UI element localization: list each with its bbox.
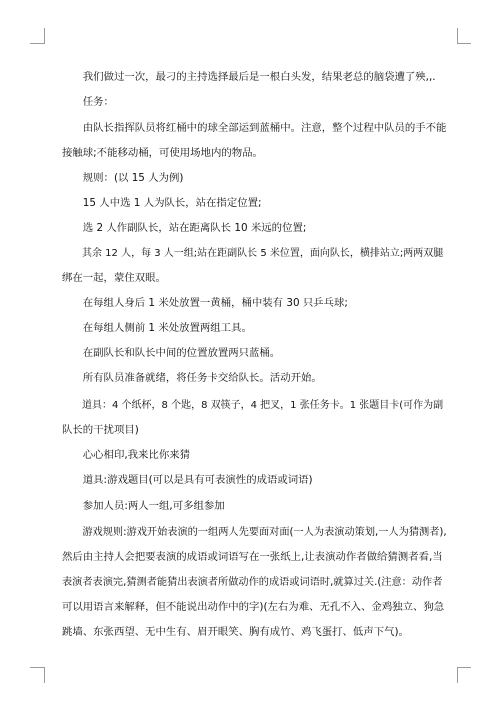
text-line: 在副队长和队长中间的位置放置两只蓝桶。: [62, 347, 281, 359]
text-line: 我们做过一次，最刁的主持选择最后是一根白头发，结果老总的脑袋遭了殃,,.: [62, 71, 436, 83]
paragraph-game-rules: [62, 520, 448, 645]
crop-mark-top-left-v: [44, 28, 45, 44]
text-line: 跳墙、东张西望、无中生有、眉开眼笑、胸有成竹、鸡飞蛋打、低声下气)。: [62, 626, 409, 638]
text-line: 选 2 人作副队长，站在距离队长 10 米远的位置;: [62, 222, 307, 234]
paragraph-game-props: [62, 468, 448, 493]
text-line: 参加人员:两人一组,可多组参加: [62, 500, 225, 512]
text-line: 心心相印,我来比你来猜: [62, 449, 190, 461]
text-line: 队长的干扰项目): [62, 424, 139, 436]
crop-mark-top-left-h: [30, 43, 44, 44]
crop-mark-bottom-left-h: [30, 667, 44, 668]
text-line: 表演者表演完,猜测者能猜出表演者所做动作的成语或词语时,就算过关.(注意：动作者: [62, 577, 443, 588]
text-line: 其余 12 人，每 3 人一组;站在距副队长 5 米位置，面向队长，横排站立;两两双腿: [62, 248, 444, 259]
paragraph-rule-yellow-bucket: [62, 291, 448, 316]
paragraph-rule-groups: [62, 241, 448, 291]
text-line: 规则：(以 15 人为例): [62, 172, 184, 184]
text-line: 然后由主持人会把要表演的成语或词语写在一张纸上,让表演动作者做给猜测者看,当: [62, 551, 443, 563]
paragraph-task-description: [62, 116, 448, 166]
text-line: 道具:游戏题目(可以是具有可表演性的成语或词语): [62, 474, 313, 486]
text-line: 绑在一起，蒙住双眼。: [62, 272, 166, 284]
paragraph-rule-tools: [62, 316, 448, 341]
crop-mark-bottom-right-h: [457, 667, 471, 668]
crop-mark-bottom-left-v: [44, 667, 45, 683]
paragraph-rule-vice-captains: [62, 216, 448, 241]
paragraph-intro: [62, 65, 448, 90]
crop-mark-top-right-h: [457, 43, 471, 44]
paragraph-rule-start: [62, 366, 448, 391]
text-line: 在每组人身后 1 米处放置一黄桶，桶中装有 30 只乒乓球;: [62, 297, 348, 309]
crop-mark-bottom-right-v: [457, 667, 458, 683]
text-line: 道具：4 个纸杯，8 个匙，8 双筷子，4 把叉，1 张任务卡。1 张题目卡(可作为副: [62, 400, 444, 411]
text-line: 15 人中选 1 人为队长，站在指定位置;: [62, 197, 262, 209]
paragraph-props: [62, 393, 448, 443]
crop-mark-top-right-v: [457, 28, 458, 44]
text-line: 接触球;不能移动桶，可使用场地内的物品。: [62, 147, 263, 159]
paragraph-rules-heading: [62, 166, 448, 191]
text-line: 任务：: [62, 96, 114, 108]
text-line: 在每组人侧前 1 米处放置两组工具。: [62, 322, 252, 334]
paragraph-rule-blue-buckets: [62, 341, 448, 366]
paragraph-task-heading: [62, 90, 448, 115]
text-line: 可以用语言来解释，但不能说出动作中的字)(左右为难、无孔不入、金鸡独立、狗急: [62, 601, 445, 613]
text-line: 由队长指挥队员将红桶中的球全部运到蓝桶中。注意，整个过程中队员的手不能: [62, 122, 447, 134]
paragraph-rule-captain: [62, 191, 448, 216]
text-line: 游戏规则:游戏开始表演的一组两人先要面对面(一人为表演动策划,一人为猜测者),: [62, 527, 447, 538]
paragraph-participants: [62, 494, 448, 519]
text-line: 所有队员准备就绪，将任务卡交给队长。活动开始。: [62, 372, 322, 384]
paragraph-game-title: [62, 443, 448, 468]
